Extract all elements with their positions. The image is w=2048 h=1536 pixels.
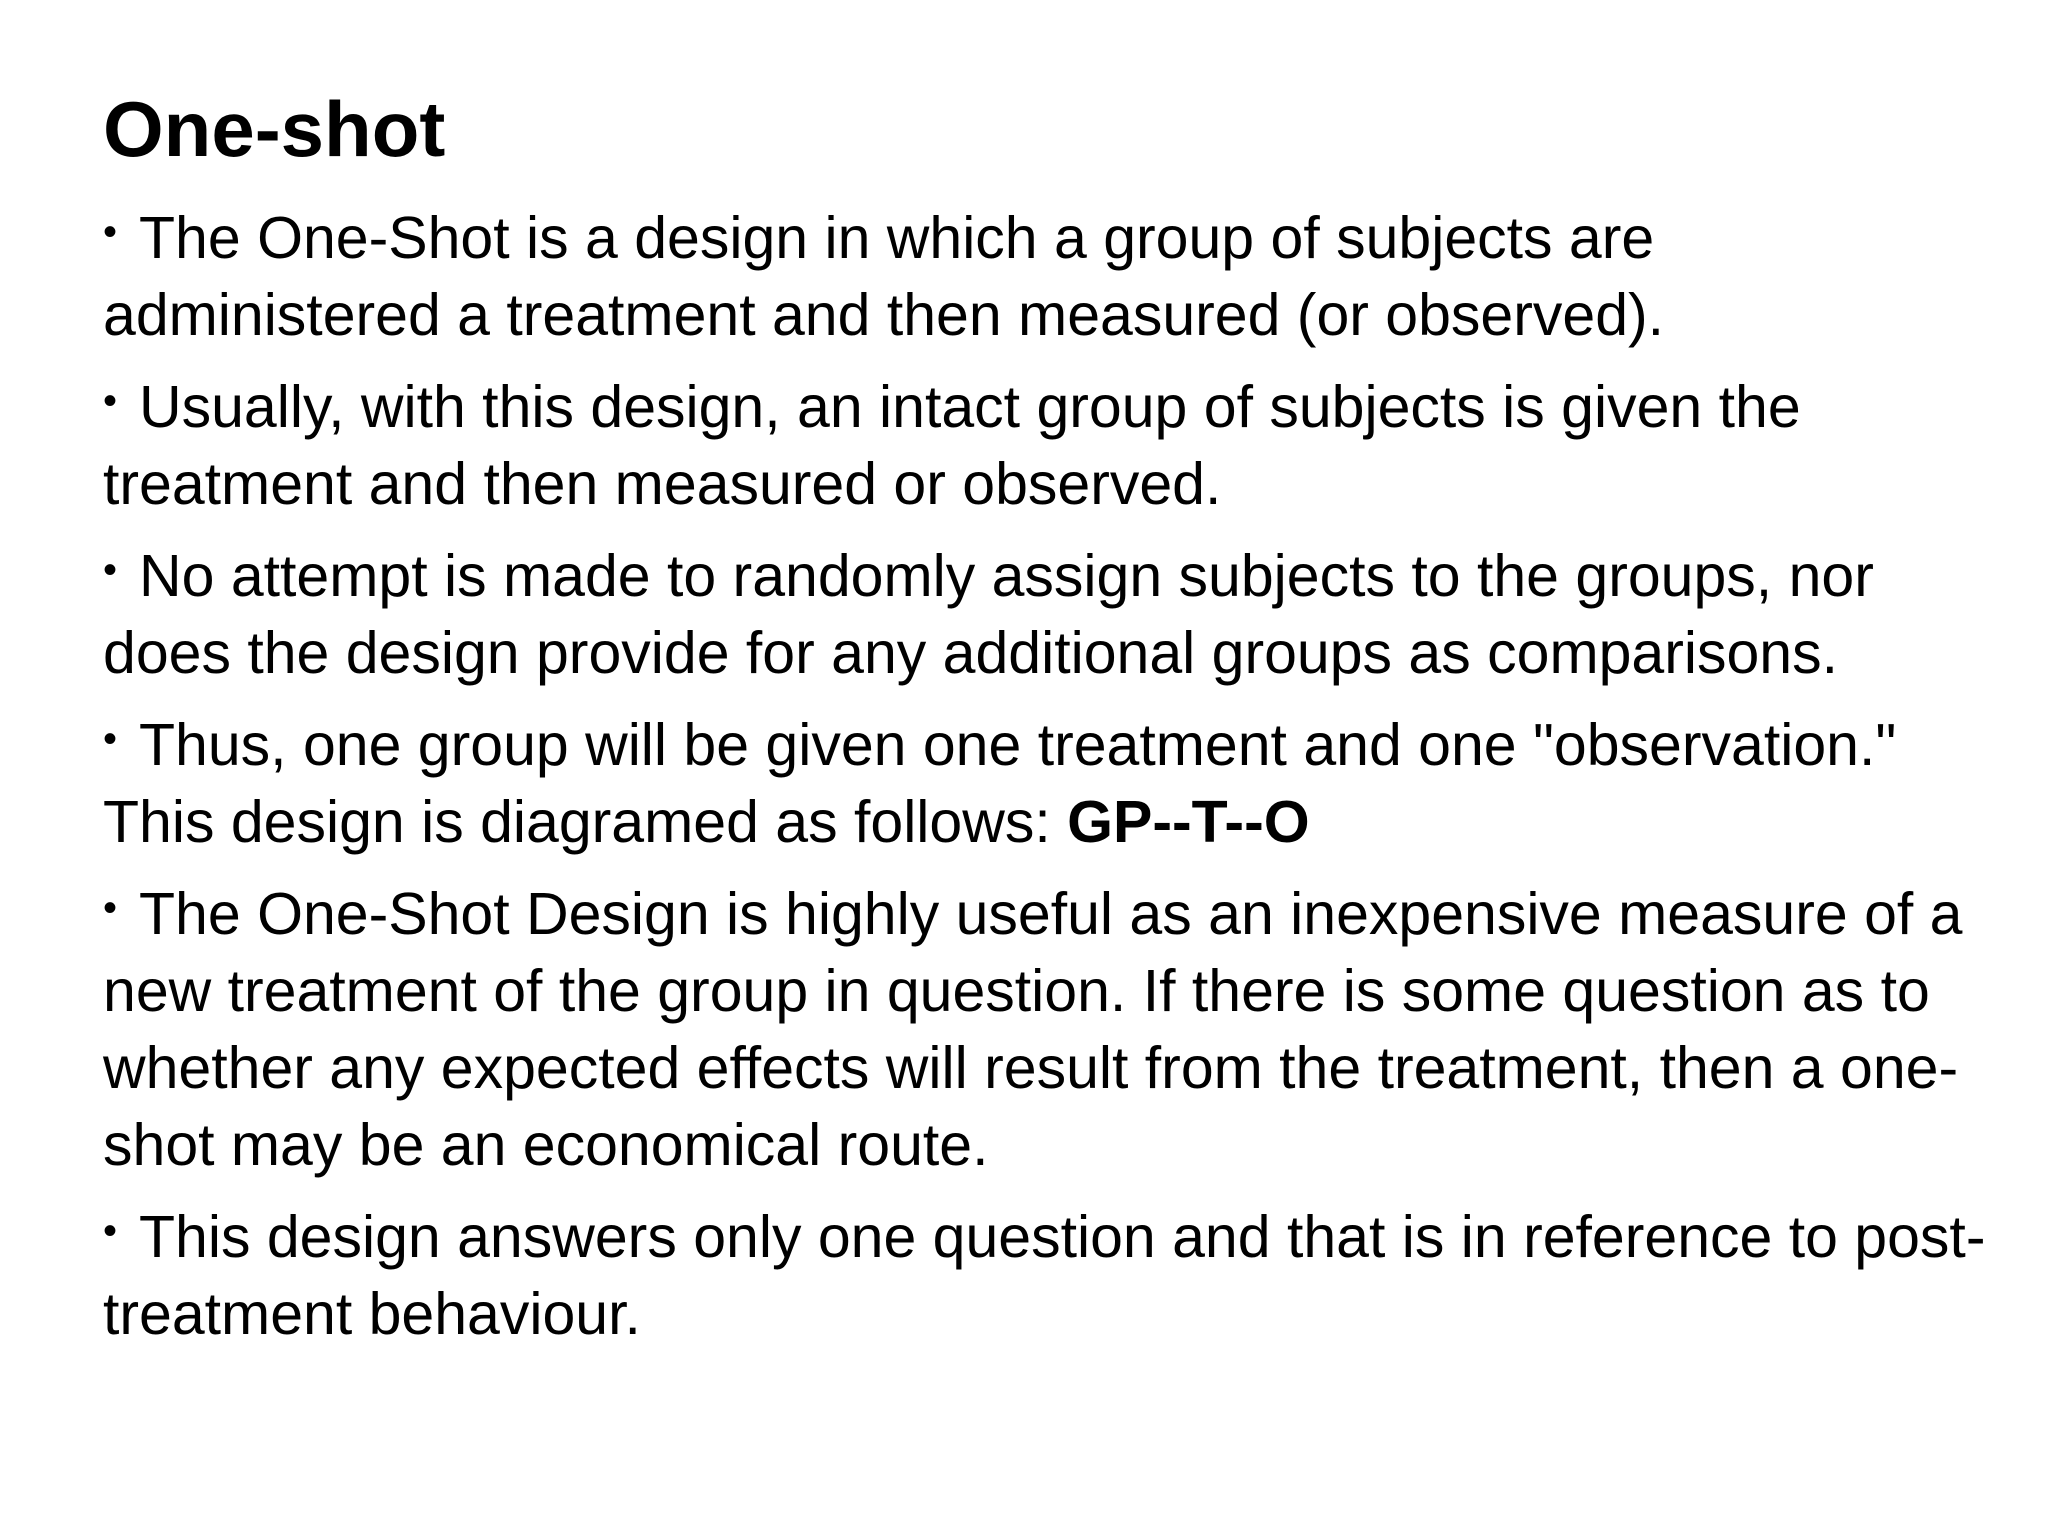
bullet-icon: • <box>103 886 118 930</box>
bullet-item-6 <box>103 1199 2003 1353</box>
bullet-text: Usually, with this design, an intact group of subjects is given the treatment and then measured or observed. <box>103 374 1801 517</box>
bullet-text: This design answers only one question and that is in reference to post-treatment behaviour. <box>103 1204 1986 1347</box>
bullet-item-1 <box>103 200 2003 354</box>
bullet-text: No attempt is made to randomly assign subjects to the groups, nor does the design provide for any additional groups as comparisons. <box>103 543 1874 686</box>
bullet-icon: • <box>103 1209 118 1253</box>
bullet-item-2 <box>103 369 2003 523</box>
bullet-icon: • <box>103 717 118 761</box>
bullet-text: Thus, one group will be given one treatment and one "observation." This design is diagramed as follows: <box>103 712 1897 855</box>
bullet-item-3 <box>103 538 2003 692</box>
bullet-icon: • <box>103 379 118 423</box>
bullet-icon: • <box>103 210 118 254</box>
bullet-list <box>103 200 2003 1368</box>
bullet-icon: • <box>103 548 118 592</box>
bullet-text: The One-Shot is a design in which a group of subjects are administered a treatment and then measured (or observed). <box>103 205 1665 348</box>
design-diagram-notation: GP--T--O <box>1067 789 1310 855</box>
bullet-text: The One-Shot Design is highly useful as an inexpensive measure of a new treatment of the group in question. If there is some question as to whether any expected effects will result from the treatment, then a one-shot may be an economical route. <box>103 881 1963 1178</box>
bullet-item-4 <box>103 707 2003 861</box>
bullet-item-5 <box>103 876 2003 1184</box>
slide-title: One-shot <box>103 85 446 173</box>
